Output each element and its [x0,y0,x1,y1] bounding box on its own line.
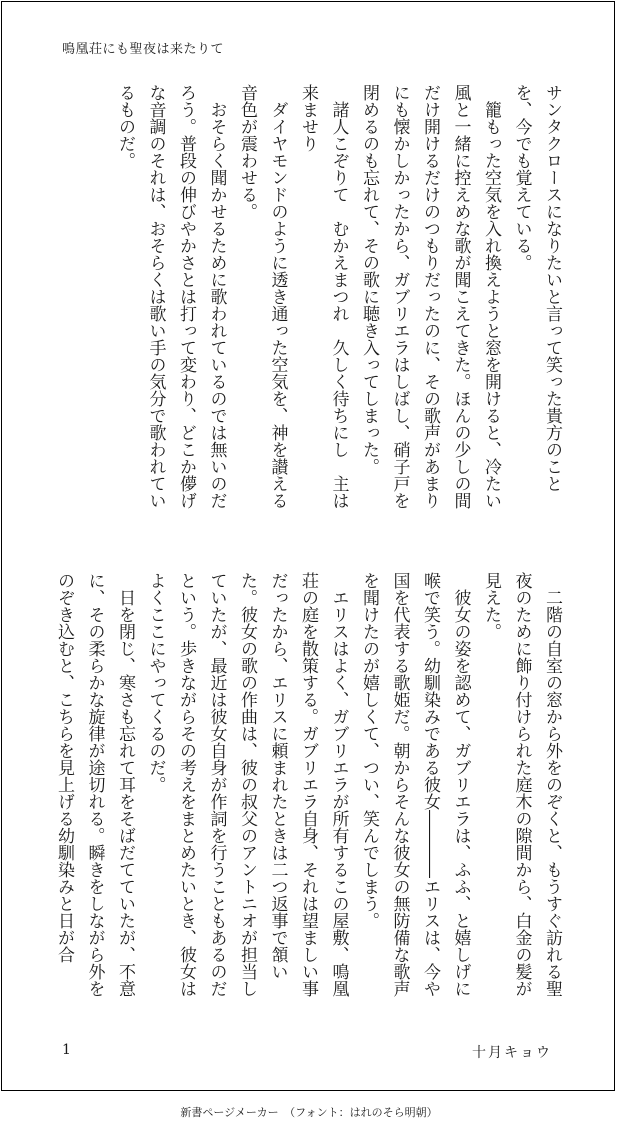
paragraph: エリスはよく、ガブリエラが所有するこの屋敷、鳴凰荘の庭を散策する。ガブリエラ自身、それは望ましい事だったから、エリスに頼まれたときは二つ返事で頷いた。彼女の歌の作曲は、彼の叔父のアントニオが担当していたが、最近は彼女自身が作詞を行うこともあるのだという。歩きながらその考えをまとめたいとき、彼女はよくここにやってくるのだ。 [145,572,349,997]
paragraph: 二階の自室の窓から外をのぞくと、もうすぐ訪れる聖夜のために飾り付けられた庭木の隙間から、白金の髪が見えた。 [481,572,562,997]
paragraph: 籠もった空気を入れ換えようと窓を開けると、冷たい風と一緒に控えめな歌が聞こえてきた。ほんの少しの間だけ開けるだけのつもりだったのに、その歌声があまりにも懐かしかったから、ガブリエラはしばし、硝子戸を閉めるのも忘れて、その歌に聴き入ってしまった。 [359,84,501,509]
paragraph: サンタクロースになりたいと言って笑った貴方のことを、今でも覚えている。 [511,84,562,492]
paragraph: 日を閉じ、寒さも忘れて耳をそばだてていたが、不意に、その柔らかな旋律が途切れる。瞬きをしながら外をのぞき込むと、こちらを見上げる幼馴染みと日が合 [54,572,135,997]
generator-credit: 新書ページメーカー （フォント：はれのそら明朝） [180,1106,438,1119]
lower-text-block [55,572,567,1012]
upper-text-block [55,84,567,522]
paragraph: おそらく聞かせるために歌われているのでは無いのだろう。普段の伸びやかさとは打って変わり、どこか儚げな音調のそれは、おそらくは歌い手の気分で歌われているものだ。 [115,84,227,509]
author-name: 十月キョウ [472,1045,552,1061]
book-page [1,1,615,1091]
running-title: 鳴凰荘にも聖夜は来たりて [62,42,225,57]
paragraph: 諸人こぞりて むかえまつれ 久しく待ちにし 主は来ませり [298,84,349,509]
paragraph: ダイヤモンドのように透き通った空気を、神を讃える音色が震わせる。 [237,84,288,509]
page-number: 1 [62,1042,71,1058]
paragraph: 彼女の姿を認めて、ガブリエラは、ふふ、と嬉しげに喉で笑う。幼馴染みである彼女――――エリスは、今や国を代表する歌姫だ。朝からそんな彼女の無防備な歌声を聞けたのが嬉しくて、つい、笑んでしまう。 [359,572,471,997]
